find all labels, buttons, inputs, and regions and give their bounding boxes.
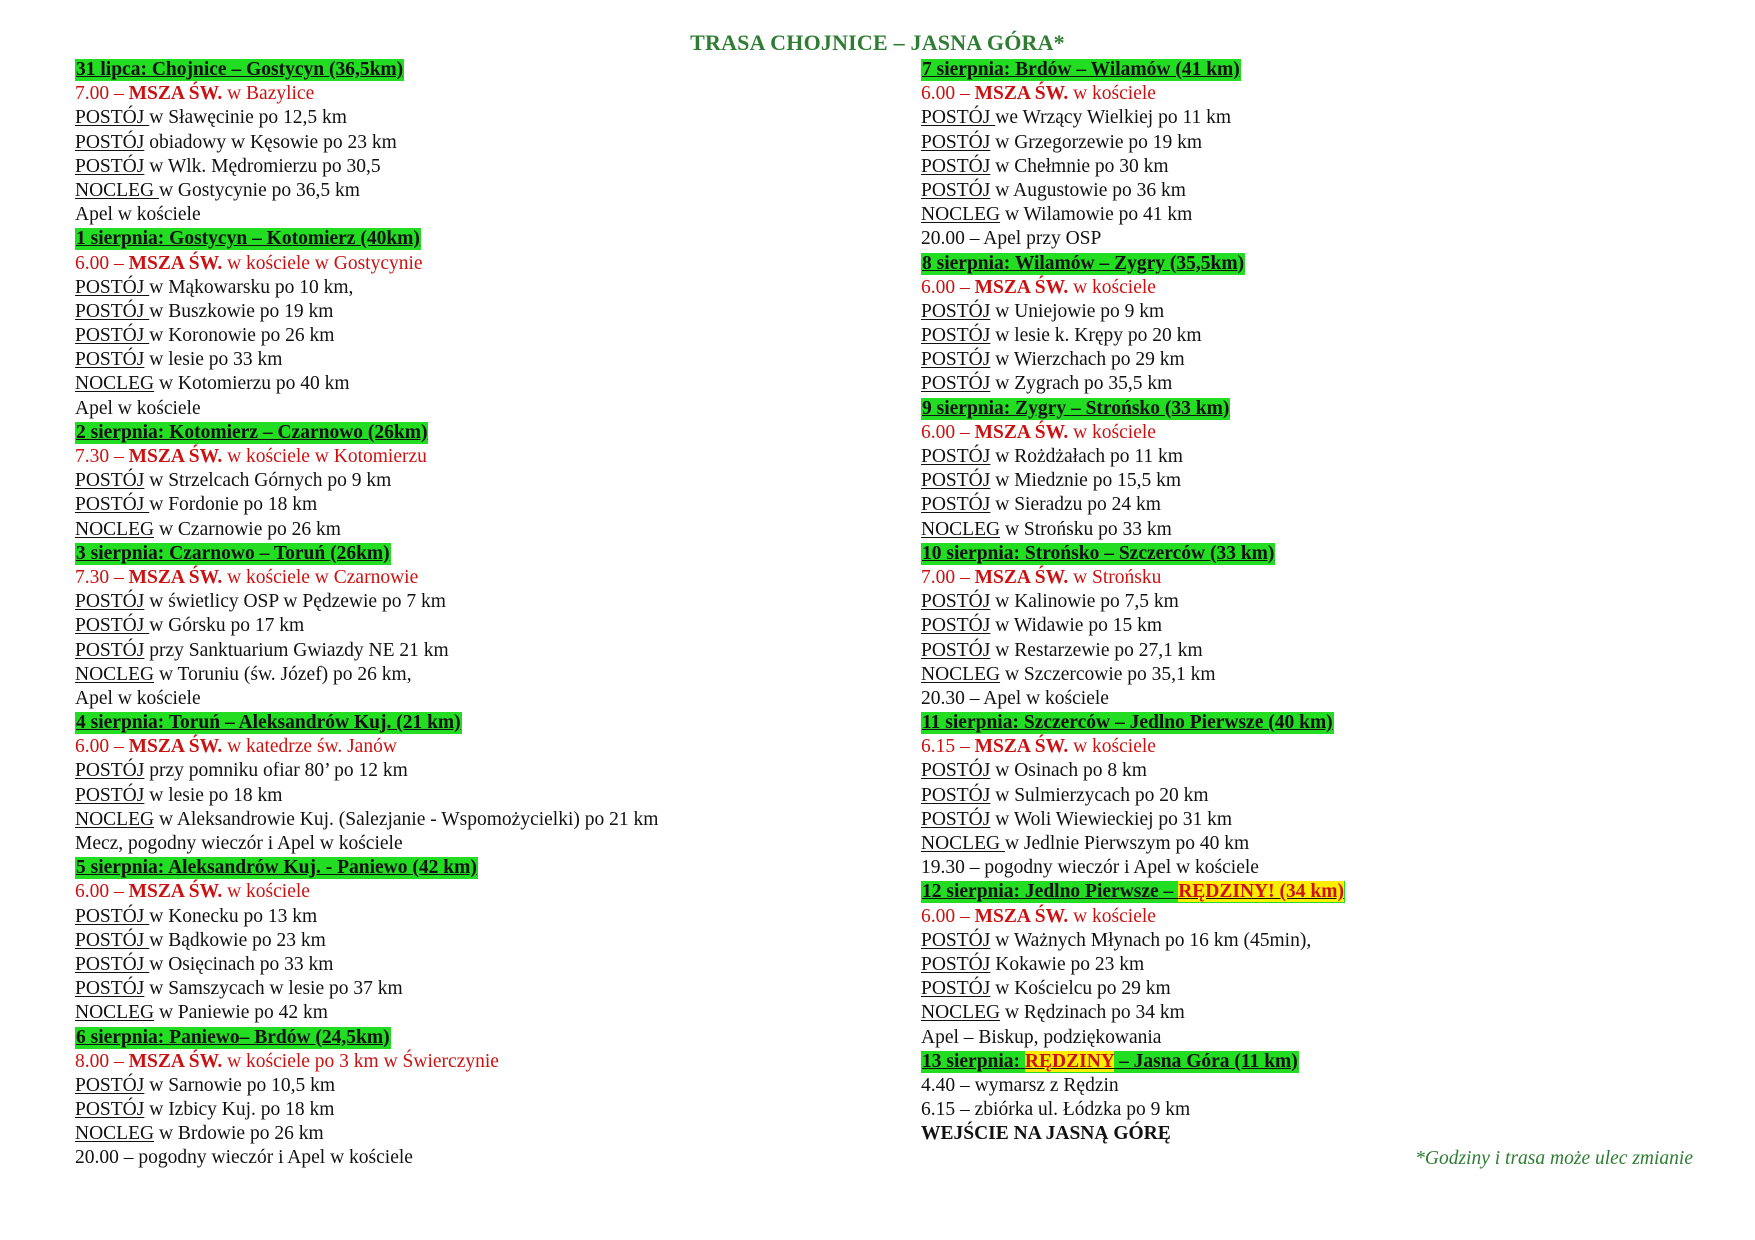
day-header-line: [921, 542, 1721, 566]
schedule-line: [75, 276, 835, 300]
schedule-line: [75, 808, 835, 832]
stop-text: w Mąkowarsku po 10 km,: [149, 276, 354, 298]
schedule-line: [75, 784, 835, 808]
mass-time: 6.00 –: [75, 881, 129, 903]
day-header-line: [921, 1050, 1721, 1074]
stop-keyword: NOCLEG: [75, 373, 155, 395]
mass-line: [75, 445, 835, 469]
mass-place: w kościele: [1068, 736, 1156, 758]
stop-text: Apel w kościele: [75, 397, 201, 419]
schedule-line: [75, 372, 835, 396]
schedule-line: [921, 227, 1721, 251]
stop-text: Mecz, pogodny wieczór i Apel w kościele: [75, 833, 403, 854]
stop-keyword: NOCLEG: [75, 518, 155, 540]
stop-text: w Strzelcach Górnych po 9 km: [144, 470, 392, 492]
day-block: [921, 542, 1721, 711]
stop-text: Apel – Biskup, podziękowania: [921, 1026, 1162, 1048]
stop-text: w Paniewie po 42 km: [154, 1002, 328, 1024]
schedule-line: [75, 324, 835, 348]
stop-text: w Wlk. Mędromierzu po 30,5: [144, 155, 381, 177]
mass-place: w kościele po 3 km w Świerczynie: [222, 1050, 499, 1072]
mass-time: 7.00 –: [921, 566, 975, 588]
header-part: 12 sierpnia: Jedlno Pierwsze –: [922, 881, 1179, 903]
mass-label: MSZA ŚW.: [128, 881, 223, 903]
stop-keyword: POSTÓJ: [921, 470, 991, 492]
day-header: 4 sierpnia: Toruń – Aleksandrów Kuj. (21 km): [76, 712, 461, 734]
stop-text: Apel w kościele: [75, 204, 201, 226]
stop-keyword: NOCLEG: [75, 1123, 155, 1145]
stop-text: w Kotomierzu po 40 km: [154, 373, 350, 395]
schedule-line: [921, 300, 1721, 324]
mass-line: [921, 276, 1721, 300]
schedule-line: [921, 977, 1721, 1001]
schedule-line: [75, 687, 835, 711]
stop-keyword: NOCLEG: [921, 204, 1001, 226]
schedule-line: [921, 1001, 1721, 1025]
schedule-line: [75, 300, 835, 324]
mass-label: MSZA ŚW.: [974, 905, 1069, 927]
stop-keyword: POSTÓJ: [921, 349, 991, 371]
stop-keyword: POSTÓJ: [921, 808, 991, 830]
stop-text: przy pomniku ofiar 80’ po 12 km: [144, 760, 408, 782]
stop-keyword: POSTÓJ: [75, 953, 150, 975]
schedule-line: [75, 614, 835, 638]
schedule-line: [921, 445, 1721, 469]
stop-text: w Widawie po 15 km: [990, 615, 1162, 637]
mass-label: MSZA ŚW.: [128, 83, 223, 105]
day-header: 9 sierpnia: Zygry – Strońsko (33 km): [922, 397, 1230, 419]
footnote: *Godziny i trasa może ulec zmianie: [1415, 1148, 1693, 1169]
stop-text: w Bądkowie po 23 km: [149, 929, 326, 951]
schedule-line: [75, 106, 835, 130]
schedule-line: [75, 905, 835, 929]
stop-text: w Sulmierzycach po 20 km: [990, 784, 1209, 806]
stop-text: w Augustowie po 36 km: [990, 179, 1186, 201]
day-header: 11 sierpnia: Szczerców – Jedlno Pierwsze (40 km): [922, 712, 1333, 734]
stop-text: w Osięcinach po 33 km: [149, 953, 334, 975]
day-header-line: [75, 542, 835, 566]
schedule-line: [921, 1098, 1721, 1122]
schedule-line: [921, 1074, 1721, 1098]
stop-text: w Kościelcu po 29 km: [990, 978, 1171, 1000]
schedule-line: [75, 131, 835, 155]
day-header: 3 sierpnia: Czarnowo – Toruń (26km): [76, 542, 390, 564]
day-block: [921, 58, 1721, 252]
stop-text: w świetlicy OSP w Pędzewie po 7 km: [144, 591, 446, 613]
mass-label: MSZA ŚW.: [128, 566, 223, 588]
schedule-line: [75, 493, 835, 517]
stop-keyword: POSTÓJ: [921, 639, 991, 661]
stop-text: w Restarzewie po 27,1 km: [990, 639, 1203, 661]
stop-text: w Sarnowie po 10,5 km: [144, 1074, 336, 1096]
schedule-line: [921, 759, 1721, 783]
mass-place: w kościele w Czarnowie: [222, 566, 419, 588]
schedule-line: [75, 663, 835, 687]
mass-line: [921, 735, 1721, 759]
stop-keyword: NOCLEG: [75, 663, 155, 685]
stop-text: w Buszkowie po 19 km: [149, 300, 334, 322]
header-part: – Jasna Góra (11 km): [1114, 1050, 1298, 1072]
mass-label: MSZA ŚW.: [128, 736, 223, 758]
mass-line: [75, 566, 835, 590]
stop-text: 4.40 – wymarsz z Rędzin: [921, 1074, 1119, 1096]
schedule-line: [75, 469, 835, 493]
mass-line: [921, 566, 1721, 590]
stop-keyword: POSTÓJ: [921, 373, 991, 395]
mass-time: 7.30 –: [75, 446, 129, 467]
mass-line: [921, 82, 1721, 106]
stop-text: w Strońsku po 33 km: [1000, 518, 1172, 540]
stop-text: w Gostycynie po 36,5 km: [158, 179, 360, 201]
stop-keyword: POSTÓJ: [75, 131, 145, 153]
stop-text: 19.30 – pogodny wieczór i Apel w kościele: [921, 857, 1259, 879]
highlighted-destination: RĘDZINY! (34 km): [1178, 881, 1344, 903]
schedule-line: [921, 106, 1721, 130]
schedule-line: [75, 953, 835, 977]
mass-time: 6.00 –: [75, 736, 129, 758]
day-header-line: [921, 711, 1721, 735]
day-block: [921, 397, 1721, 542]
mass-place: w Bazylice: [222, 83, 315, 105]
stop-text: w Sławęcinie po 12,5 km: [149, 107, 347, 129]
mass-place: w kościele w Kotomierzu: [222, 446, 427, 467]
day-header: 10 sierpnia: Strońsko – Szczerców (33 km): [922, 542, 1275, 564]
schedule-line: [75, 203, 835, 227]
mass-time: 8.00 –: [75, 1050, 129, 1072]
stop-keyword: POSTÓJ: [921, 760, 991, 782]
stop-keyword: POSTÓJ: [75, 591, 145, 613]
mass-time: 6.00 –: [921, 421, 975, 443]
stop-keyword: POSTÓJ: [921, 591, 991, 613]
stop-keyword: POSTÓJ: [921, 325, 991, 347]
schedule-line: [921, 348, 1721, 372]
day-block: [921, 711, 1721, 880]
stop-text: w Woli Wiewieckiej po 31 km: [990, 808, 1233, 830]
day-header-line: [75, 227, 835, 251]
stop-keyword: NOCLEG: [921, 518, 1001, 540]
schedule-line: [75, 155, 835, 179]
stop-text: w Czarnowie po 26 km: [154, 518, 341, 540]
day-block: [75, 58, 835, 227]
stop-keyword: NOCLEG: [75, 808, 155, 830]
stop-keyword: POSTÓJ: [921, 107, 996, 129]
stop-keyword: POSTÓJ: [75, 300, 150, 322]
stop-text: w Samszycach w lesie po 37 km: [144, 978, 403, 1000]
stop-keyword: POSTÓJ: [921, 155, 991, 177]
stop-text: w Grzegorzewie po 19 km: [990, 131, 1203, 153]
stop-keyword: POSTÓJ: [75, 1099, 145, 1121]
schedule-line: [75, 759, 835, 783]
stop-keyword: POSTÓJ: [75, 784, 145, 806]
schedule-line: [921, 663, 1721, 687]
stop-text: 20.00 – pogodny wieczór i Apel w kościele: [75, 1147, 413, 1169]
stop-text: w Górsku po 17 km: [149, 615, 305, 637]
schedule-line: [921, 179, 1721, 203]
stop-text: w Kalinowie po 7,5 km: [990, 591, 1179, 613]
day-header: 8 sierpnia: Wilamów – Zygry (35,5km): [922, 252, 1245, 274]
day-header-line: [921, 58, 1721, 82]
schedule-line: [921, 155, 1721, 179]
schedule-line: [921, 856, 1721, 880]
schedule-line: [921, 324, 1721, 348]
stop-text: 20.30 – Apel w kościele: [921, 687, 1109, 709]
mass-place: w kościele: [1068, 905, 1156, 927]
stop-text: Apel w kościele: [75, 687, 201, 709]
day-header-line: [921, 880, 1721, 904]
mass-label: MSZA ŚW.: [128, 252, 223, 274]
stop-text: w lesie po 18 km: [144, 784, 283, 806]
schedule-line: [75, 1074, 835, 1098]
stop-text: w Ważnych Młynach po 16 km (45min),: [990, 929, 1312, 951]
schedule-line: [921, 518, 1721, 542]
schedule-line: [921, 808, 1721, 832]
mass-time: 7.30 –: [75, 566, 129, 588]
mass-label: MSZA ŚW.: [974, 736, 1069, 758]
schedule-line: [75, 1001, 835, 1025]
schedule-line: [921, 832, 1721, 856]
stop-keyword: POSTÓJ: [921, 784, 991, 806]
final-entry: WEJŚCIE NA JASNĄ GÓRĘ: [921, 1123, 1171, 1145]
mass-label: MSZA ŚW.: [974, 276, 1069, 298]
day-block: [75, 421, 835, 542]
schedule-line: [921, 639, 1721, 663]
day-header: 5 sierpnia: Aleksandrów Kuj. - Paniewo (42 km): [76, 857, 477, 879]
day-header: 1 sierpnia: Gostycyn – Kotomierz (40km): [76, 228, 420, 250]
stop-keyword: POSTÓJ: [75, 978, 145, 1000]
schedule-line: [921, 687, 1721, 711]
mass-line: [75, 735, 835, 759]
stop-text: w Miedznie po 15,5 km: [990, 470, 1181, 492]
stop-keyword: POSTÓJ: [75, 276, 150, 298]
stop-text: w Konecku po 13 km: [149, 905, 318, 927]
day-header: 31 lipca: Chojnice – Gostycyn (36,5km): [76, 59, 404, 80]
schedule-line: [75, 1098, 835, 1122]
stop-text: w lesie k. Krępy po 20 km: [990, 325, 1202, 347]
stop-keyword: POSTÓJ: [921, 300, 991, 322]
schedule-line: [921, 131, 1721, 155]
schedule-line: [75, 1146, 835, 1170]
day-block: [921, 880, 1721, 1049]
stop-keyword: NOCLEG: [921, 833, 1005, 854]
stop-text: we Wrzący Wielkiej po 11 km: [995, 107, 1232, 129]
stop-keyword: POSTÓJ: [75, 615, 150, 637]
mass-time: 6.00 –: [921, 905, 975, 927]
stop-keyword: NOCLEG: [75, 1002, 155, 1024]
schedule-line: [75, 832, 835, 856]
stop-text: w Sieradzu po 24 km: [990, 494, 1161, 516]
schedule-line: [75, 348, 835, 372]
stop-keyword: POSTÓJ: [75, 929, 150, 951]
stop-keyword: POSTÓJ: [921, 953, 991, 975]
schedule-line: [921, 590, 1721, 614]
day-header: 6 sierpnia: Paniewo– Brdów (24,5km): [76, 1026, 390, 1048]
stop-keyword: POSTÓJ: [921, 179, 991, 201]
mass-place: w kościele: [1068, 276, 1156, 298]
stop-text: w Aleksandrowie Kuj. (Salezjanie - Wspomożycielki) po 21 km: [154, 808, 659, 830]
stop-text: w Zygrach po 35,5 km: [990, 373, 1173, 395]
day-header-line: [75, 58, 835, 82]
stop-text: 20.00 – Apel przy OSP: [921, 228, 1102, 250]
stop-text: w Osinach po 8 km: [990, 760, 1147, 782]
day-header-line: [921, 397, 1721, 421]
day-header-line: [75, 1026, 835, 1050]
schedule-line: [921, 372, 1721, 396]
header-part: 13 sierpnia:: [922, 1050, 1025, 1072]
mass-line: [921, 421, 1721, 445]
stop-text: w Wilamowie po 41 km: [1000, 204, 1193, 226]
stop-keyword: POSTÓJ: [75, 155, 145, 177]
mass-line: [75, 880, 835, 904]
schedule-line: [921, 469, 1721, 493]
day-block: [75, 856, 835, 1025]
day-header: 2 sierpnia: Kotomierz – Czarnowo (26km): [76, 421, 428, 443]
stop-keyword: POSTÓJ: [921, 615, 991, 637]
stop-keyword: POSTÓJ: [75, 325, 150, 347]
schedule-line: [75, 977, 835, 1001]
stop-keyword: NOCLEG: [75, 179, 159, 201]
mass-place: w Strońsku: [1068, 566, 1162, 588]
stop-keyword: POSTÓJ: [75, 905, 150, 927]
mass-place: w kościele w Gostycynie: [222, 252, 423, 274]
day-header: [921, 881, 1345, 903]
day-block: [75, 711, 835, 856]
stop-text: 6.15 – zbiórka ul. Łódzka po 9 km: [921, 1099, 1191, 1121]
stop-text: w Szczercowie po 35,1 km: [1000, 663, 1216, 685]
stop-text: w Toruniu (św. Józef) po 26 km,: [154, 663, 412, 685]
schedule-line: [921, 953, 1721, 977]
highlighted-destination: RĘDZINY: [1024, 1050, 1115, 1072]
stop-text: przy Sanktuarium Gwiazdy NE 21 km: [144, 639, 449, 661]
day-header-line: [75, 711, 835, 735]
schedule-line: [75, 179, 835, 203]
stop-keyword: POSTÓJ: [921, 494, 991, 516]
mass-line: [75, 1050, 835, 1074]
schedule-column-left: [75, 58, 835, 1171]
stop-text: w Brdowie po 26 km: [154, 1123, 324, 1145]
schedule-line: [75, 518, 835, 542]
stop-text: w Wierzchach po 29 km: [990, 349, 1185, 371]
day-block: [921, 1050, 1721, 1147]
stop-text: w Rędzinach po 34 km: [1000, 1002, 1185, 1024]
stop-keyword: POSTÓJ: [75, 494, 150, 516]
day-header-line: [75, 421, 835, 445]
schedule-line: [921, 784, 1721, 808]
stop-text: Kokawie po 23 km: [990, 953, 1145, 975]
stop-keyword: POSTÓJ: [75, 349, 145, 371]
mass-label: MSZA ŚW.: [128, 1050, 223, 1072]
mass-time: 6.15 –: [921, 736, 975, 758]
page-title: TRASA CHOJNICE – JASNA GÓRA*: [690, 30, 1065, 55]
stop-text: w Jedlnie Pierwszym po 40 km: [1004, 833, 1250, 854]
schedule-line: [921, 203, 1721, 227]
stop-text: w Chełmnie po 30 km: [990, 155, 1169, 177]
stop-keyword: NOCLEG: [921, 663, 1001, 685]
day-block: [75, 542, 835, 711]
mass-label: MSZA ŚW.: [974, 421, 1069, 443]
stop-text: w Fordonie po 18 km: [149, 494, 318, 516]
mass-place: w kościele: [222, 881, 310, 903]
stop-text: w Izbicy Kuj. po 18 km: [144, 1099, 335, 1121]
day-block: [75, 1026, 835, 1171]
schedule-line: [921, 614, 1721, 638]
stop-text: w lesie po 33 km: [144, 349, 283, 371]
mass-label: MSZA ŚW.: [974, 566, 1069, 588]
schedule-line: [921, 1026, 1721, 1050]
schedule-line: [75, 397, 835, 421]
schedule-line: [75, 1122, 835, 1146]
schedule-line: [921, 929, 1721, 953]
mass-line: [75, 82, 835, 106]
mass-time: 6.00 –: [75, 252, 129, 274]
schedule-line: [75, 639, 835, 663]
mass-line: [75, 252, 835, 276]
schedule-line: [75, 590, 835, 614]
mass-time: 6.00 –: [921, 276, 975, 298]
stop-text: obiadowy w Kęsowie po 23 km: [144, 131, 397, 153]
day-header: 7 sierpnia: Brdów – Wilamów (41 km): [922, 59, 1240, 80]
stop-keyword: NOCLEG: [921, 1002, 1001, 1024]
stop-keyword: POSTÓJ: [921, 978, 991, 1000]
stop-keyword: POSTÓJ: [75, 107, 150, 129]
stop-keyword: POSTÓJ: [75, 760, 145, 782]
schedule-column-right: [921, 58, 1721, 1146]
stop-text: w Uniejowie po 9 km: [990, 300, 1165, 322]
day-block: [75, 227, 835, 421]
mass-label: MSZA ŚW.: [128, 446, 223, 467]
mass-place: w kościele: [1068, 421, 1156, 443]
mass-place: w katedrze św. Janów: [222, 736, 397, 758]
schedule-line: [75, 929, 835, 953]
mass-place: w kościele: [1068, 83, 1156, 105]
day-block: [921, 252, 1721, 397]
day-header-line: [921, 252, 1721, 276]
day-header: [921, 1051, 1299, 1073]
stop-keyword: POSTÓJ: [921, 446, 991, 467]
day-header-line: [75, 856, 835, 880]
stop-keyword: POSTÓJ: [921, 929, 991, 951]
stop-text: w Rożdżałach po 11 km: [990, 446, 1183, 467]
mass-time: 7.00 –: [75, 83, 129, 105]
stop-text: w Koronowie po 26 km: [149, 325, 335, 347]
stop-keyword: POSTÓJ: [75, 1074, 145, 1096]
mass-label: MSZA ŚW.: [974, 83, 1069, 105]
mass-time: 6.00 –: [921, 83, 975, 105]
schedule-line: [921, 493, 1721, 517]
stop-keyword: POSTÓJ: [75, 639, 145, 661]
stop-keyword: POSTÓJ: [75, 470, 145, 492]
mass-line: [921, 905, 1721, 929]
stop-keyword: POSTÓJ: [921, 131, 991, 153]
